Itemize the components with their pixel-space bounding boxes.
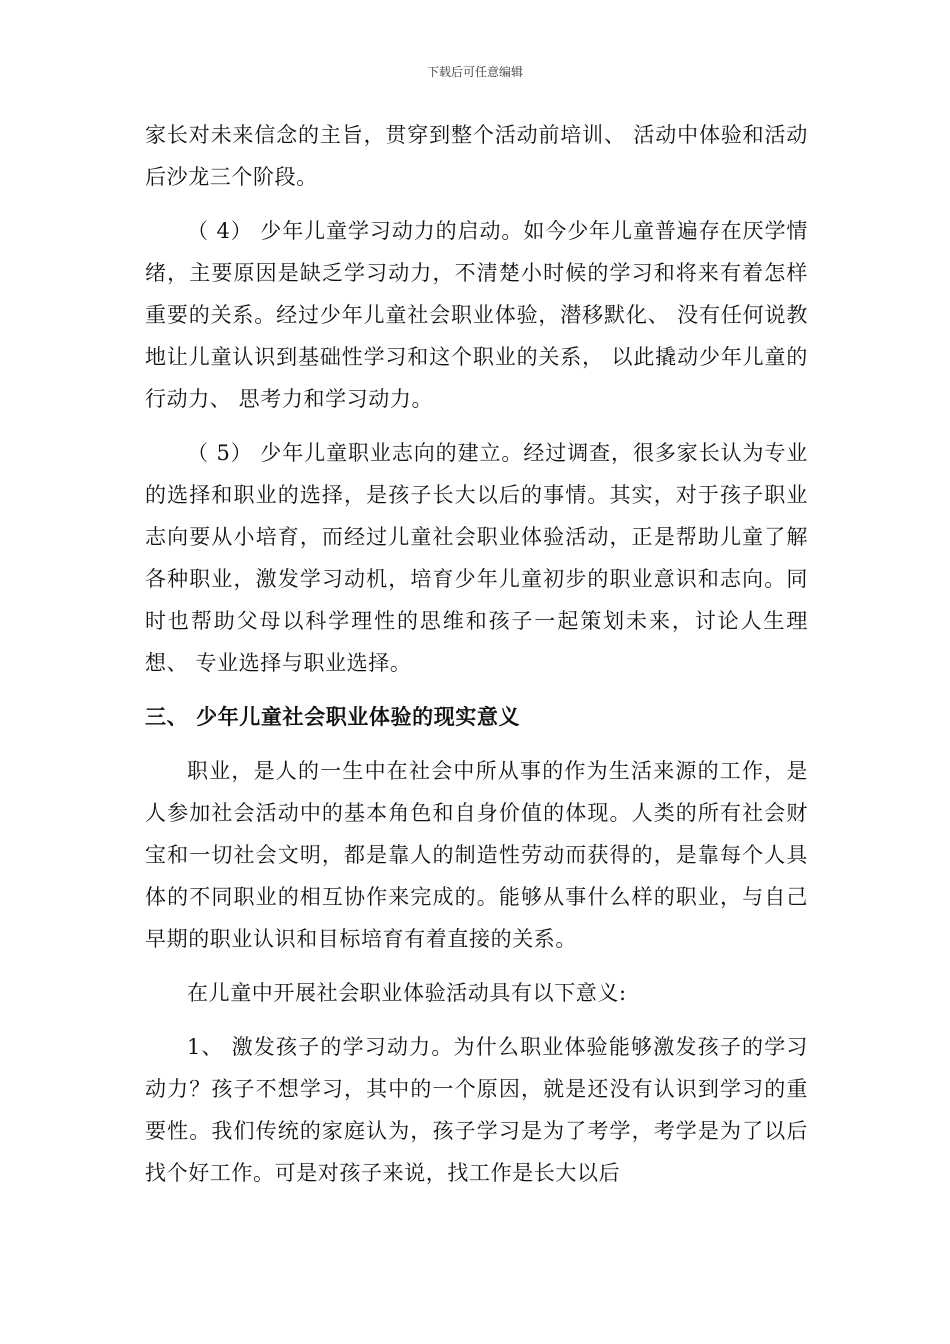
document-body — [145, 114, 808, 1194]
paragraph-career-definition: 职业，是人的一生中在社会中所从事的作为生活来源的工作，是人参加社会活动中的基本角色和自身价值的体现。人类的所有社会财宝和一切社会文明，都是靠人的制造性劳动而获得的，是靠每个人具体的不同职业的相互协作来完成的。能够从事什么样的职业，与自己早期的职业认识和目标培育有着直接的关系。 — [145, 759, 808, 951]
page-header: 下载后可任意编辑 — [426, 65, 523, 79]
paragraph-item-5: （ 5） 少年儿童职业志向的建立。经过调查，很多家长认为专业的选择和职业的选择，是孩子长大以后的事情。其实，对于孩子职业志向要从小培育，而经过儿童社会职业体验活动，正是帮助儿童了解各种职业，激发学习动机，培育少年儿童初步的职业意识和志向。同时也帮助父母以科学理性的思维和孩子一起策划未来，讨论人生理想、 专业选择与职业选择。 — [145, 441, 808, 675]
paragraph-continuation: 家长对未来信念的主旨，贯穿到整个活动前培训、 活动中体验和活动后沙龙三个阶段。 — [145, 123, 808, 189]
paragraph-item-4: （ 4） 少年儿童学习动力的启动。如今少年儿童普遍存在厌学情绪，主要原因是缺乏学习动力，不清楚小时候的学习和将来有着怎样重要的关系。经过少年儿童社会职业体验，潜移默化、 没有任何说教地让儿童认识到基础性学习和这个职业的关系， 以此撬动少年儿童的行动力、 思考力和学习动力。 — [145, 219, 808, 411]
section-heading-3: 三、 少年儿童社会职业体验的现实意义 — [145, 704, 521, 729]
paragraph-significance-1: 1、 激发孩子的学习动力。为什么职业体验能够激发孩子的学习动力？孩子不想学习，其中的一个原因，就是还没有认识到学习的重要性。我们传统的家庭认为，孩子学习是为了考学，考学是为了以后找个好工作。可是对孩子来说，找工作是长大以后 — [145, 1035, 808, 1185]
paragraph-significance-intro: 在儿童中开展社会职业体验活动具有以下意义: — [187, 981, 627, 1005]
